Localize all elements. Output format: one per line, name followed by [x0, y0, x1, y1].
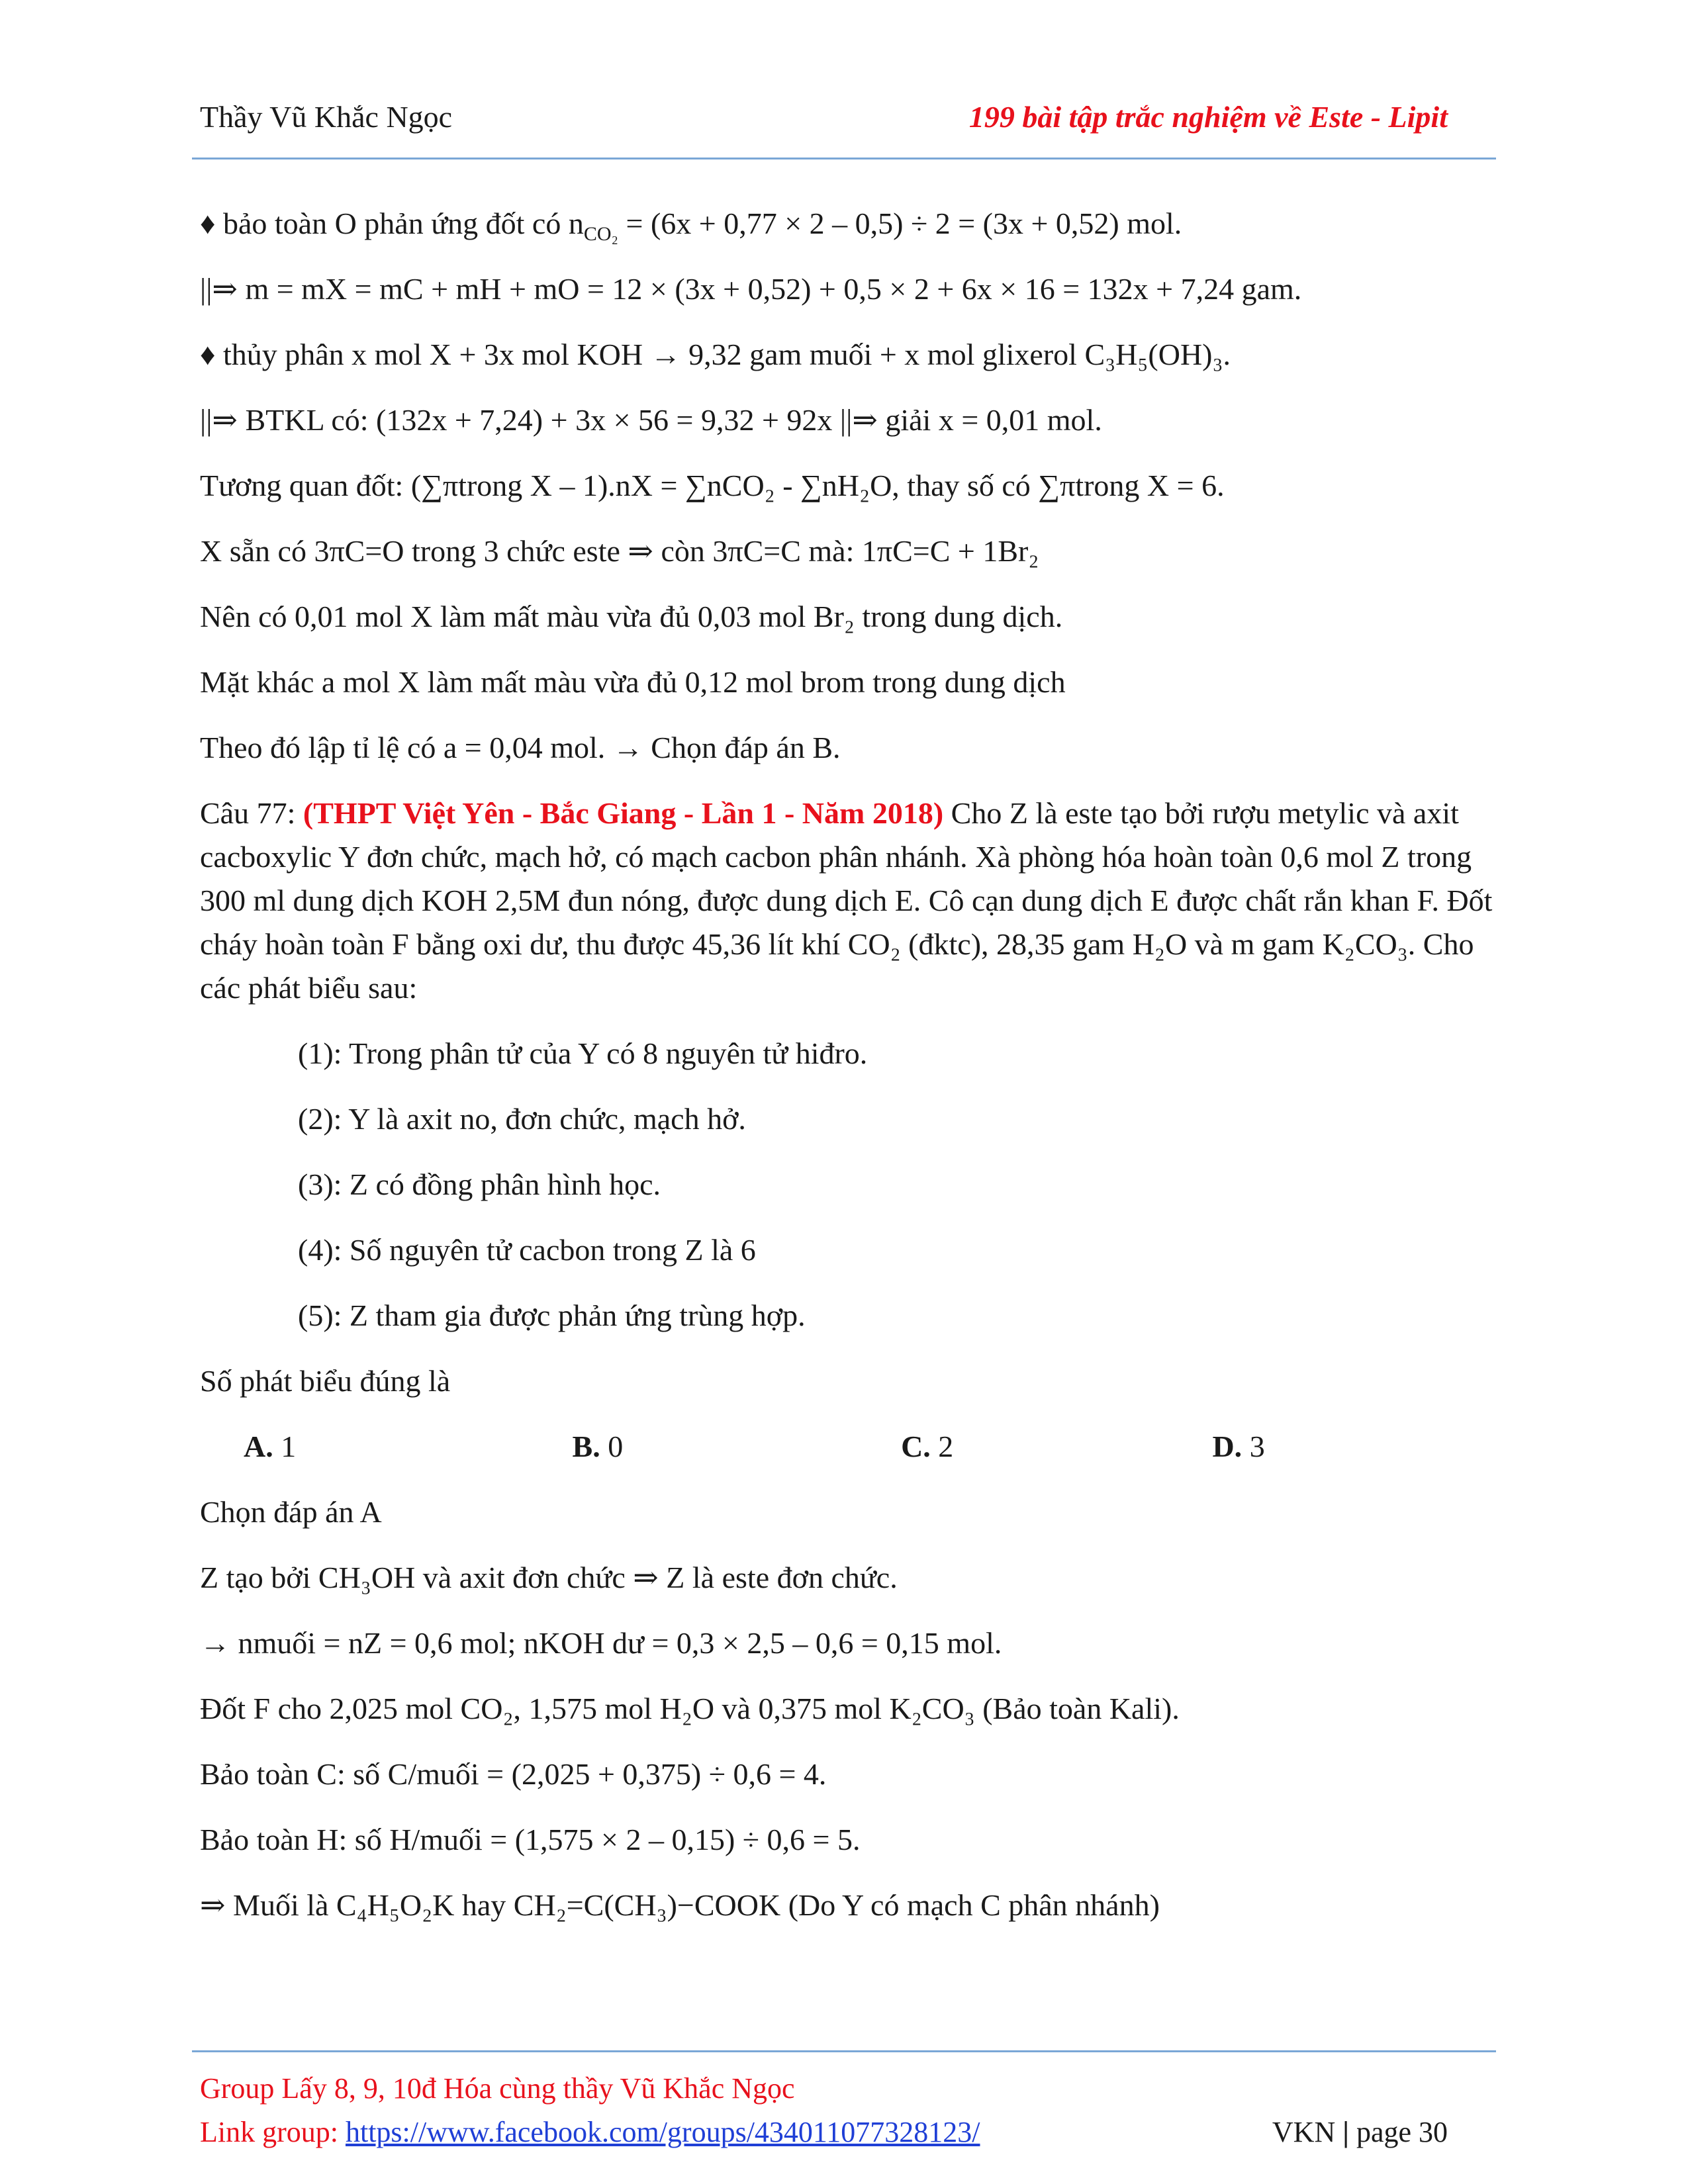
body-line-8: Mặt khác a mol X làm mất màu vừa đủ 0,12 mol brom trong dung dịch [200, 665, 1066, 699]
footer-link-row: Link group: https://www.facebook.com/groups/434011077328123/ [200, 2116, 980, 2148]
page-content [200, 202, 1497, 1949]
statement-4: (4): Số nguyên tử cacbon trong Z là 6 [298, 1233, 756, 1267]
footer-page: VKN | page 30 [1272, 2116, 1448, 2148]
answer-options [200, 1425, 1497, 1469]
question-number: Câu 77: [200, 796, 303, 830]
group-link[interactable]: https://www.facebook.com/groups/434011077328123/ [345, 2116, 980, 2148]
body-line-6: X sẵn có 3πC=O trong 3 chức este ⇒ còn 3πC=C mà: 1πC=C + 1Br₂ [200, 534, 1039, 568]
option-d: D. 3 [1212, 1430, 1265, 1463]
header-series-title: 199 bài tập trắc nghiệm về Este - Lipit [968, 100, 1448, 134]
page-number: page 30 [1356, 2116, 1448, 2148]
question-77 [200, 792, 1497, 1010]
body-line-5: Tương quan đốt: (∑πtrong X – 1).nX = ∑nCO₂ - ∑nH₂O, thay số có ∑πtrong X = 6. [200, 469, 1225, 502]
statement-2: (2): Y là axit no, đơn chức, mạch hở. [298, 1102, 746, 1136]
statement-1: (1): Trong phân tử của Y có 8 nguyên tử hiđro. [298, 1036, 868, 1070]
solution-answer: Chọn đáp án A [200, 1495, 382, 1529]
solution-line-1: Z tạo bởi CH₃OH và axit đơn chức ⇒ Z là este đơn chức. [200, 1561, 898, 1594]
option-c: C. 2 [901, 1430, 954, 1463]
statement-3: (3): Z có đồng phân hình học. [298, 1167, 661, 1201]
body-line-9: Theo đó lập tỉ lệ có a = 0,04 mol. → Chọn đáp án B. [200, 731, 841, 764]
header-author: Thầy Vũ Khắc Ngọc [200, 100, 453, 134]
option-a: A. 1 [244, 1430, 297, 1463]
solution-line-4: Bảo toàn C: số C/muối = (2,025 + 0,375) ÷ 0,6 = 4. [200, 1757, 827, 1791]
footer-group: Group Lấy 8, 9, 10đ Hóa cùng thầy Vũ Khắc Ngọc [200, 2072, 795, 2105]
statement-5: (5): Z tham gia được phản ứng trùng hợp. [298, 1298, 806, 1332]
solution-line-5: Bảo toàn H: số H/muối = (1,575 × 2 – 0,15) ÷ 0,6 = 5. [200, 1823, 861, 1856]
footer-divider [192, 2050, 1496, 2052]
question-text: Cho Z là este tạo bởi rượu metylic và axit cacboxylic Y đơn chức, mạch hở, có mạch cacbon phân nhánh. Xà phòng hóa hoàn toàn 0,6 mol Z trong 300 ml dung dịch KOH 2,5M đun nóng, được dung dịch E. Cô cạn dung dịch E được chất rắn khan F. Đốt cháy hoàn toàn F bằng oxi dư, thu được 45,36 lít khí CO₂ (đktc), 28,35 gam H₂O và m gam K₂CO₃. Cho các phát biểu sau: [200, 796, 1493, 1005]
solution-line-2: → nmuối = nZ = 0,6 mol; nKOH dư = 0,3 × 2,5 – 0,6 = 0,15 mol. [200, 1626, 1002, 1660]
body-line-2: ||⇒ m = mX = mC + mH + mO = 12 × (3x + 0,52) + 0,5 × 2 + 6x × 16 = 132x + 7,24 gam. [200, 272, 1302, 306]
option-b: B. 0 [572, 1430, 624, 1463]
body-line-3: ♦ thủy phân x mol X + 3x mol KOH → 9,32 gam muối + x mol glixerol C₃H₅(OH)₃. [200, 338, 1231, 371]
body-line-7: Nên có 0,01 mol X làm mất màu vừa đủ 0,03 mol Br₂ trong dung dịch. [200, 600, 1063, 633]
solution-line-3: Đốt F cho 2,025 mol CO₂, 1,575 mol H₂O và 0,375 mol K₂CO₃ (Bảo toàn Kali). [200, 1692, 1180, 1725]
body-line-4: ||⇒ BTKL có: (132x + 7,24) + 3x × 56 = 9,32 + 92x ||⇒ giải x = 0,01 mol. [200, 403, 1102, 437]
question-source: (THPT Việt Yên - Bắc Giang - Lần 1 - Năm 2018) [303, 796, 944, 830]
question-prompt: Số phát biểu đúng là [200, 1364, 451, 1398]
header-divider [192, 158, 1496, 159]
body-line-1: ♦ bảo toàn O phản ứng đốt có $n_{CO_2} = (6x + 0,77 \times 2 - 0,5) \div 2 = (3x + 0,52)$ mol. [200, 206, 1182, 246]
solution-line-6: ⇒ Muối là C₄H₅O₂K hay CH₂=C(CH₃)−COOK (Do Y có mạch C phân nhánh) [200, 1888, 1160, 1922]
